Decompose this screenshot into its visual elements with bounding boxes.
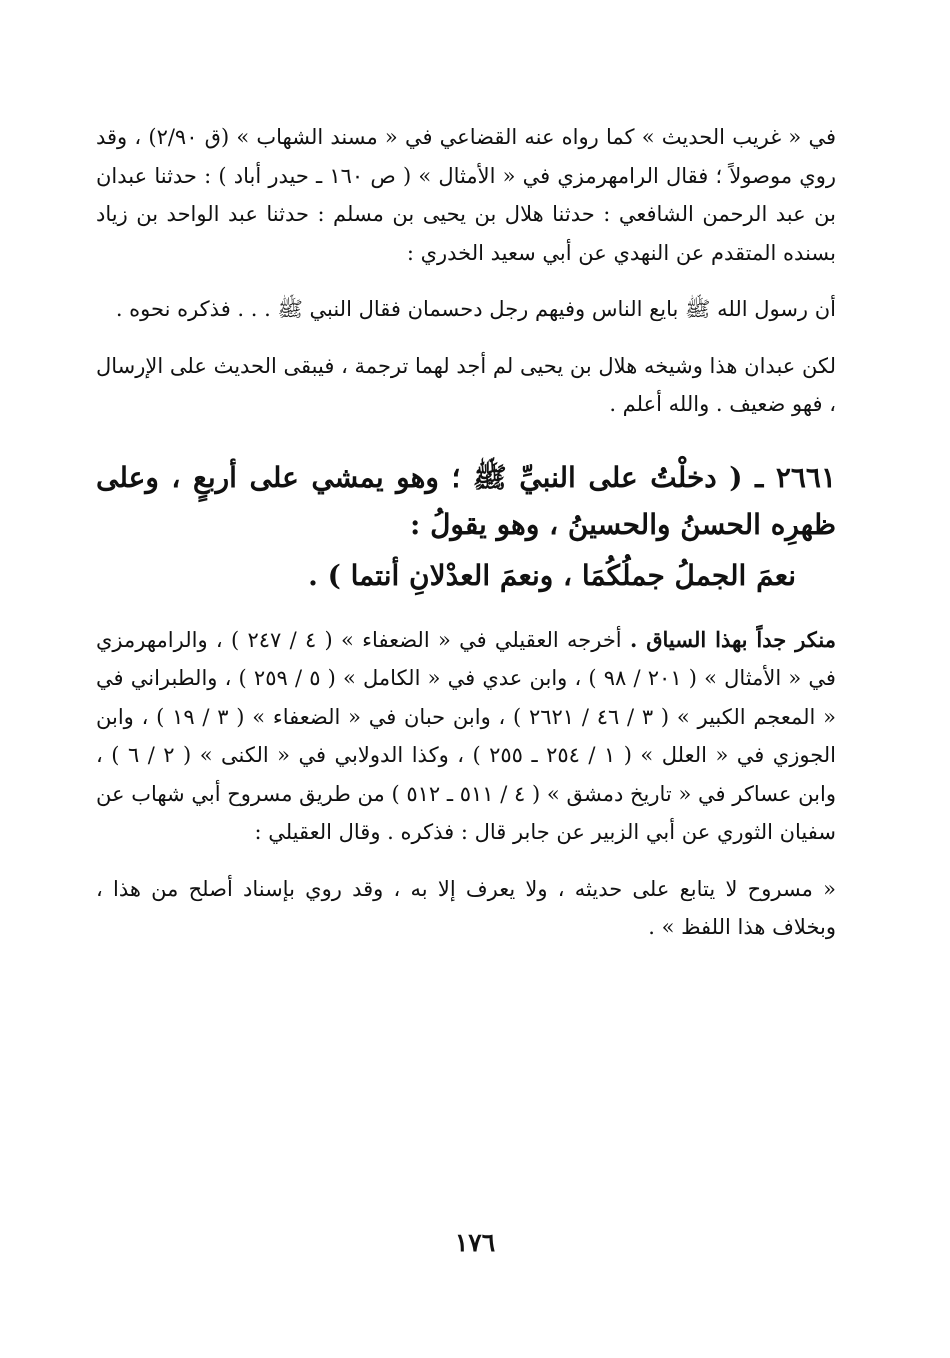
page-body	[96, 118, 836, 947]
hadith-text: نعمَ الجملُ جملُكُمَا ، ونعمَ العدْلانِ أنتما ) .	[308, 558, 796, 592]
page-number: ١٧٦	[454, 1228, 496, 1257]
paragraph-citation: في « غريب الحديث » كما رواه عنه القضاعي في « مسند الشهاب » (ق ٢/٩٠) ، وقد روي موصولاً ؛ فقال الرامهرمزي في « الأمثال » ( ص ١٦٠ ـ حيدر أباد ) : حدثنا عبدان بن عبد الرحمن الشافعي : حدثنا هلال بن يحيى بن مسلم : حدثنا عبد الواحد بن زياد بسنده المتقدم عن النهدي عن أبي سعيد الخدري :	[96, 125, 837, 265]
paragraph-takhrij	[96, 621, 836, 852]
takhrij-text: أخرجه العقيلي في « الضعفاء » ( ٤ / ٢٤٧ ) ، والرامهرمزي في « الأمثال » ( ٢٠١ / ٩٨ ) ، وابن عدي في « الكامل » ( ٥ / ٢٥٩ ) ، والطبراني في « المعجم الكبير » ( ٣ / ٤٦ / ٢٦٢١ ) ، وابن حبان في « الضعفاء » ( ٣ / ١٩ ) ، وابن الجوزي في « العلل » ( ١ / ٢٥٤ ـ ٢٥٥ ) ، وكذا الدولابي في « الكنى » ( ٢ / ٦ ) ، وابن عساكر في « تاريخ دمشق » ( ٤ / ٥١١ ـ ٥١٢ ) من طريق مسروح أبي شهاب عن سفيان الثوري عن أبي الزبير عن جابر قال : فذكره . وقال العقيلي :	[96, 627, 837, 844]
paragraph-narration: أن رسول الله ﷺ بايع الناس وفيهم رجل دحسمان فقال النبي ﷺ . . . فذكره نحوه .	[115, 297, 836, 321]
paragraph-quote-aqili: « مسروح لا يتابع على حديثه ، ولا يعرف إلا به ، وقد روي بإسناد أصلح من هذا ، وبخلاف هذا اللفظ » .	[96, 876, 836, 939]
grading-verdict: منكر جداً بهذا السياق .	[629, 626, 836, 652]
paragraph-commentary: لكن عبدان هذا وشيخه هلال بن يحيى لم أجد لهما ترجمة ، فيبقى الحديث على الإرسال ، فهو ضعيف . والله أعلم .	[96, 353, 836, 416]
hadith-header: ٢٦٦١ ـ ( دخلْتُ على النبيِّ ﷺ ؛ وهو يمشي على أربعٍ ، وعلى ظهرِه الحسنُ والحسينُ ، وهو يقولُ :	[96, 460, 836, 541]
